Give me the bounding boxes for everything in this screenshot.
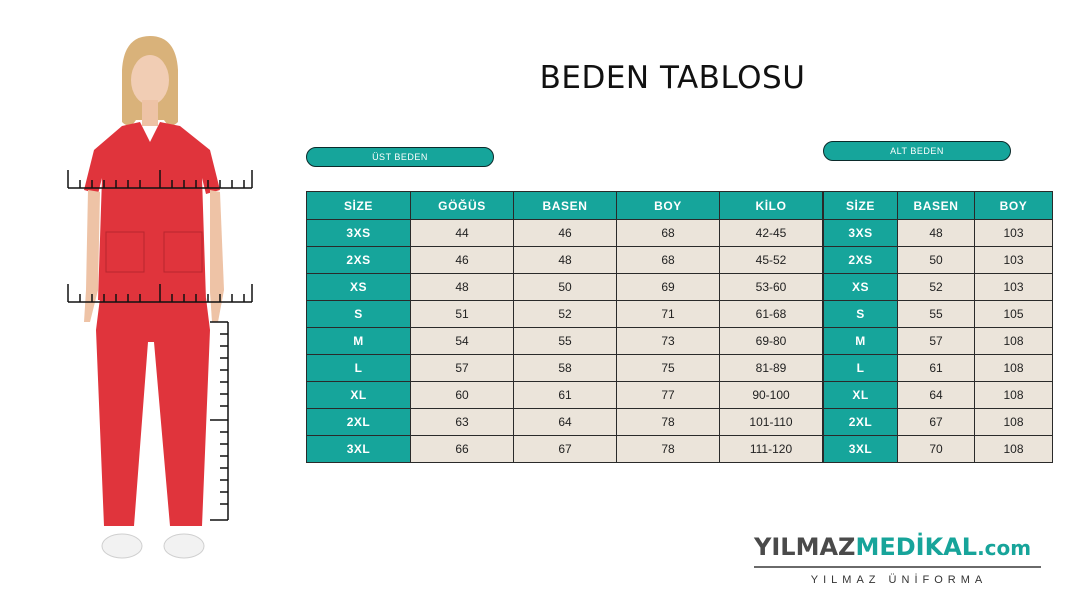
value-cell: 68 <box>617 247 720 274</box>
size-cell: XL <box>307 382 411 409</box>
value-cell: 52 <box>514 301 617 328</box>
brand-part-yilmaz: YILMAZ <box>754 533 856 561</box>
value-cell: 67 <box>514 436 617 463</box>
alt-beden-table <box>823 191 1053 463</box>
brand-part-com: .com <box>977 536 1032 560</box>
value-cell: 55 <box>898 301 975 328</box>
size-cell: 2XS <box>824 247 898 274</box>
size-cell: M <box>307 328 411 355</box>
table-header-row <box>307 192 823 220</box>
value-cell: 45-52 <box>720 247 823 274</box>
ust-beden-label: ÜST BEDEN <box>306 147 494 167</box>
value-cell: 108 <box>975 409 1053 436</box>
value-cell: 50 <box>514 274 617 301</box>
size-cell: XS <box>824 274 898 301</box>
size-cell: 3XS <box>307 220 411 247</box>
size-cell: S <box>307 301 411 328</box>
table-row <box>307 409 823 436</box>
value-cell: 108 <box>975 382 1053 409</box>
value-cell: 58 <box>514 355 617 382</box>
table-row <box>307 301 823 328</box>
value-cell: 46 <box>411 247 514 274</box>
model-shoe-right <box>164 534 204 558</box>
value-cell: 78 <box>617 409 720 436</box>
size-cell: XL <box>824 382 898 409</box>
page-title: BEDEN TABLOSU <box>539 60 806 96</box>
table-row <box>307 247 823 274</box>
value-cell: 69 <box>617 274 720 301</box>
value-cell: 103 <box>975 247 1053 274</box>
value-cell: 108 <box>975 328 1053 355</box>
col-header-basen: BASEN <box>514 192 617 220</box>
brand-logo <box>754 533 1044 586</box>
model-shoe-left <box>102 534 142 558</box>
table-row <box>824 301 1053 328</box>
size-cell: 3XL <box>307 436 411 463</box>
col-header-boy: BOY <box>617 192 720 220</box>
brand-divider <box>754 566 1041 568</box>
table-row <box>824 328 1053 355</box>
brand-part-medikal: MEDİKAL <box>855 533 978 561</box>
value-cell: 64 <box>514 409 617 436</box>
value-cell: 70 <box>898 436 975 463</box>
table-row <box>824 409 1053 436</box>
table-row <box>824 247 1053 274</box>
model-pants <box>96 298 210 526</box>
value-cell: 108 <box>975 355 1053 382</box>
value-cell: 53-60 <box>720 274 823 301</box>
size-cell: S <box>824 301 898 328</box>
col-header-gogus: GÖĞÜS <box>411 192 514 220</box>
value-cell: 51 <box>411 301 514 328</box>
value-cell: 78 <box>617 436 720 463</box>
size-cell: L <box>307 355 411 382</box>
value-cell: 68 <box>617 220 720 247</box>
table-row <box>824 436 1053 463</box>
table-row <box>307 436 823 463</box>
value-cell: 57 <box>898 328 975 355</box>
value-cell: 69-80 <box>720 328 823 355</box>
table-row <box>307 220 823 247</box>
value-cell: 77 <box>617 382 720 409</box>
table-row <box>824 382 1053 409</box>
value-cell: 111-120 <box>720 436 823 463</box>
brand-wordmark <box>754 533 1044 561</box>
value-cell: 103 <box>975 274 1053 301</box>
value-cell: 57 <box>411 355 514 382</box>
ust-beden-table <box>306 191 823 463</box>
value-cell: 48 <box>898 220 975 247</box>
model-face <box>131 55 169 105</box>
table-row <box>307 382 823 409</box>
table-row <box>307 355 823 382</box>
measuring-ruler-icon <box>210 322 228 520</box>
value-cell: 64 <box>898 382 975 409</box>
value-cell: 44 <box>411 220 514 247</box>
table-row <box>824 355 1053 382</box>
table-header-row <box>824 192 1053 220</box>
model-figure <box>60 30 260 570</box>
value-cell: 73 <box>617 328 720 355</box>
table-row <box>824 220 1053 247</box>
value-cell: 81-89 <box>720 355 823 382</box>
value-cell: 48 <box>514 247 617 274</box>
col-header-basen: BASEN <box>898 192 975 220</box>
alt-beden-label: ALT BEDEN <box>823 141 1011 161</box>
value-cell: 46 <box>514 220 617 247</box>
value-cell: 42-45 <box>720 220 823 247</box>
size-cell: L <box>824 355 898 382</box>
table-row <box>307 328 823 355</box>
value-cell: 61 <box>514 382 617 409</box>
value-cell: 67 <box>898 409 975 436</box>
size-cell: XS <box>307 274 411 301</box>
size-cell: 3XS <box>824 220 898 247</box>
size-cell: 2XL <box>824 409 898 436</box>
size-cell: 3XL <box>824 436 898 463</box>
value-cell: 103 <box>975 220 1053 247</box>
value-cell: 90-100 <box>720 382 823 409</box>
value-cell: 105 <box>975 301 1053 328</box>
value-cell: 101-110 <box>720 409 823 436</box>
value-cell: 60 <box>411 382 514 409</box>
value-cell: 52 <box>898 274 975 301</box>
value-cell: 75 <box>617 355 720 382</box>
size-cell: 2XS <box>307 247 411 274</box>
size-cell: M <box>824 328 898 355</box>
value-cell: 61 <box>898 355 975 382</box>
value-cell: 71 <box>617 301 720 328</box>
value-cell: 61-68 <box>720 301 823 328</box>
value-cell: 55 <box>514 328 617 355</box>
value-cell: 66 <box>411 436 514 463</box>
col-header-boy: BOY <box>975 192 1053 220</box>
value-cell: 50 <box>898 247 975 274</box>
model-top <box>84 122 220 300</box>
size-cell: 2XL <box>307 409 411 436</box>
value-cell: 63 <box>411 409 514 436</box>
table-row <box>307 274 823 301</box>
table-row <box>824 274 1053 301</box>
col-header-kilo: KİLO <box>720 192 823 220</box>
brand-tagline: YILMAZ ÜNİFORMA <box>810 574 988 586</box>
value-cell: 48 <box>411 274 514 301</box>
value-cell: 108 <box>975 436 1053 463</box>
col-header-size: SİZE <box>307 192 411 220</box>
col-header-size: SİZE <box>824 192 898 220</box>
value-cell: 54 <box>411 328 514 355</box>
